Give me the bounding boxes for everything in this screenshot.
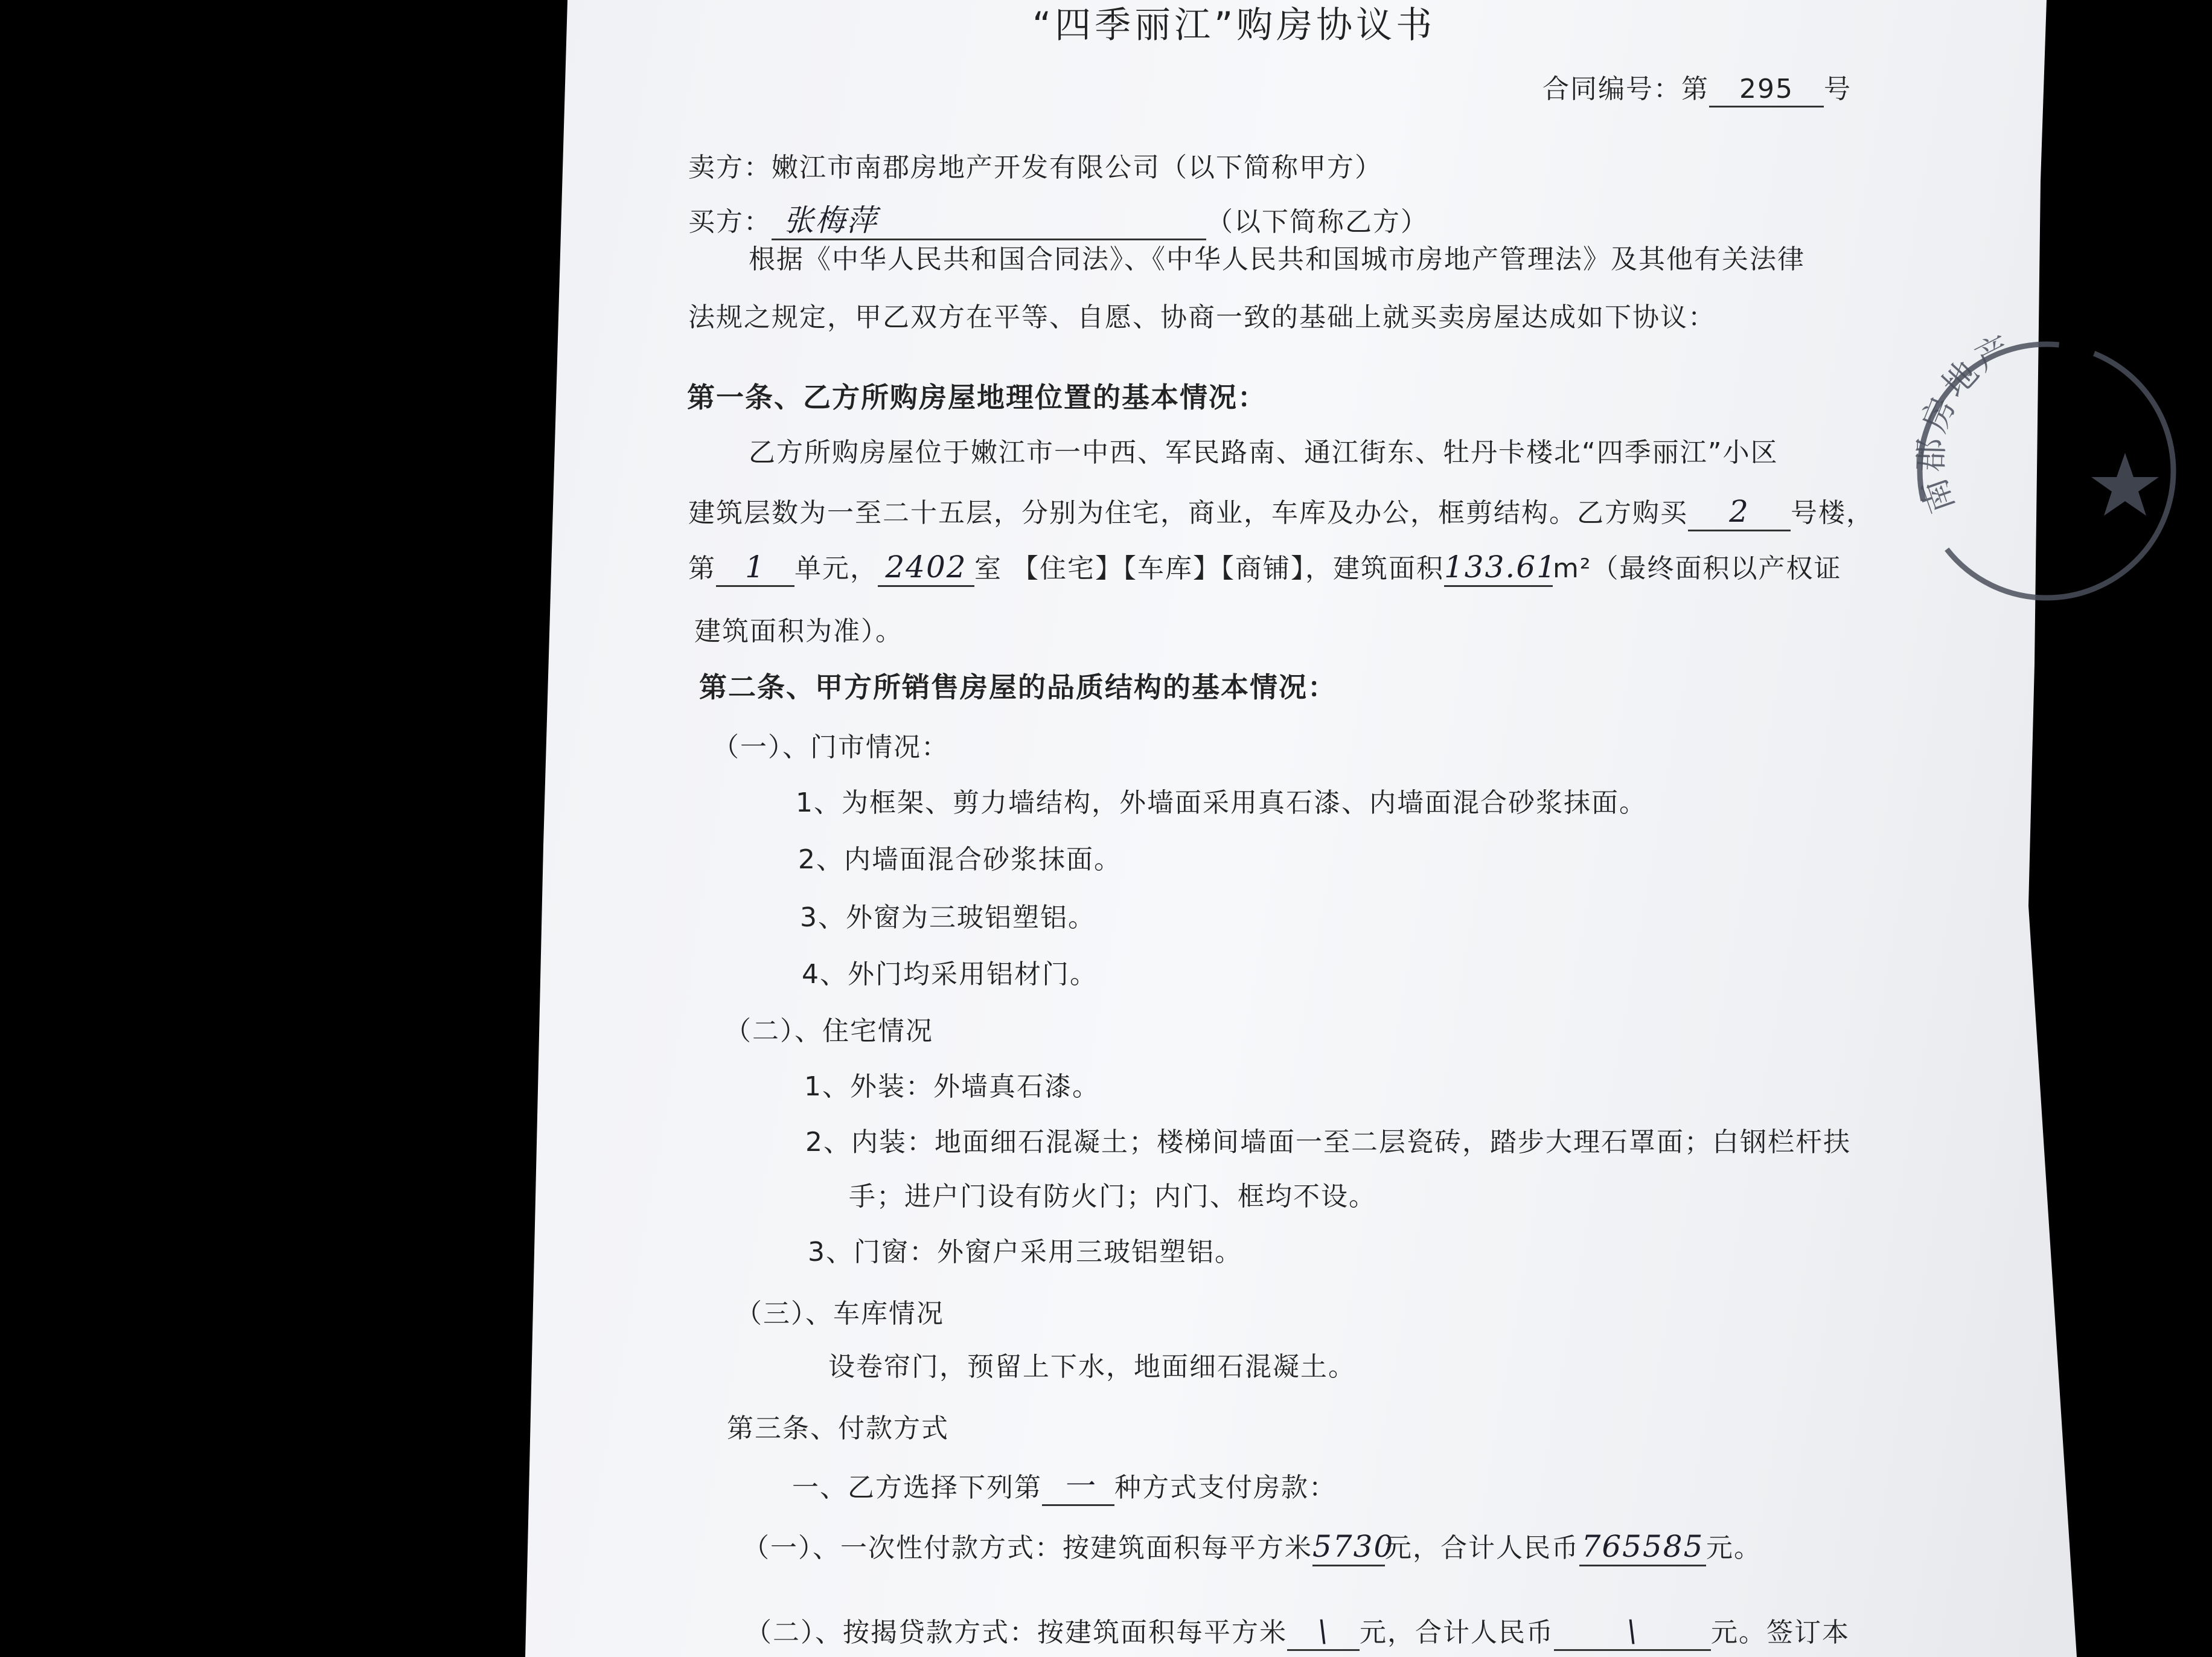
section-2-item-2b: 手；进户门设有防火门；内门、框均不设。 bbox=[849, 1181, 1376, 1212]
section-2-item-2a: 2、内装：地面细石混凝土；楼梯间墙面一至二层瓷砖，踏步大理石罩面；白钢栏杆扶 bbox=[805, 1127, 1851, 1158]
price-per-sqm: 5730 bbox=[1312, 1529, 1395, 1564]
article-1-line-1: 乙方所购房屋位于嫩江市一中西、军民路南、通江街东、牡丹卡楼北“四季丽江”小区 bbox=[749, 437, 1779, 468]
article-1-line-2: 建筑层数为一至二十五层，分别为住宅，商业，车库及办公，框剪结构。乙方购买 2 号楼， bbox=[688, 495, 1874, 531]
article-3-title: 第三条、付款方式 bbox=[727, 1413, 949, 1444]
payment-option-2: （二）、按揭贷款方式：按建筑面积每平方米 \ 元，合计人民币 \ 元。签订本 bbox=[745, 1615, 1850, 1651]
room-number-field bbox=[878, 551, 974, 587]
total-price-field bbox=[1579, 1530, 1706, 1566]
building-number: 2 bbox=[1729, 494, 1750, 529]
contract-number-row bbox=[1542, 71, 1852, 107]
loan-price: \ bbox=[1317, 1614, 1329, 1649]
room-number: 2402 bbox=[885, 550, 967, 585]
buyer-label: 买方： bbox=[688, 207, 772, 237]
section-1-title: （一）、门市情况： bbox=[712, 732, 949, 763]
payment-choice-row: 一、乙方选择下列第 一 种方式支付房款： bbox=[792, 1470, 1337, 1506]
section-2-item-1: 1、外装：外墙真石漆。 bbox=[804, 1071, 1100, 1102]
contract-number-label: 合同编号：第 bbox=[1542, 74, 1709, 104]
section-3-item: 设卷帘门，预留上下水，地面细石混凝土。 bbox=[828, 1351, 1356, 1382]
section-3-title: （三）、车库情况 bbox=[735, 1298, 944, 1329]
article-1-line-4: 建筑面积为准）。 bbox=[694, 616, 903, 647]
document-title: “四季丽江”购房协议书 bbox=[1032, 4, 1436, 46]
loan-total-field bbox=[1554, 1615, 1711, 1651]
section-2-title: （二）、住宅情况 bbox=[724, 1016, 933, 1046]
seller-label: 卖方： bbox=[688, 152, 772, 183]
total-price: 765585 bbox=[1581, 1529, 1704, 1564]
building-number-field bbox=[1688, 495, 1791, 531]
stamp-star-icon bbox=[2091, 453, 2159, 516]
stamp-text: 南郡房地产 bbox=[1911, 327, 2021, 518]
section-2-item-3: 3、门窗：外窗户采用三玻铝塑铝。 bbox=[808, 1237, 1242, 1268]
loan-price-field bbox=[1287, 1615, 1360, 1651]
buyer-suffix: （以下简称乙方） bbox=[1206, 207, 1428, 237]
loan-total: \ bbox=[1626, 1614, 1638, 1649]
article-1-title: 第一条、乙方所购房屋地理位置的基本情况： bbox=[687, 381, 1267, 414]
seller-name: 嫩江市南郡房地产开发有限公司（以下简称甲方） bbox=[772, 152, 1382, 183]
area-field bbox=[1444, 550, 1557, 587]
buyer-name-field bbox=[772, 204, 1206, 240]
payment-option-1: （一）、一次性付款方式：按建筑面积每平方米5730元，合计人民币765585元。 bbox=[743, 1530, 1762, 1566]
unit-number-field bbox=[716, 551, 794, 587]
contract-number-value: 295 bbox=[1709, 73, 1824, 107]
contract-number-suffix: 号 bbox=[1824, 74, 1852, 104]
buyer-row bbox=[688, 204, 1428, 240]
company-seal-stamp bbox=[1902, 326, 2191, 616]
section-1-item-1: 1、为框架、剪力墙结构，外墙面采用真石漆、内墙面混合砂浆抹面。 bbox=[796, 787, 1647, 818]
payment-choice-field bbox=[1042, 1470, 1114, 1506]
preamble-line-2: 法规之规定，甲乙双方在平等、自愿、协商一致的基础上就买卖房屋达成如下协议： bbox=[688, 302, 1716, 333]
buyer-name-handwritten: 张梅萍 bbox=[784, 203, 878, 238]
seller-row bbox=[688, 150, 1382, 186]
article-1-line-3: 第 1 单元， 2402 室 【住宅】【车库】【商铺】，建筑面积133.61m²（最终面积以产权证 bbox=[688, 551, 1842, 587]
price-per-sqm-field bbox=[1312, 1529, 1395, 1566]
section-1-item-4: 4、外门均采用铝材门。 bbox=[802, 959, 1098, 990]
section-1-item-2: 2、内墙面混合砂浆抹面。 bbox=[798, 844, 1122, 875]
article-2-title: 第二条、甲方所销售房屋的品质结构的基本情况： bbox=[699, 671, 1337, 704]
area-value: 133.61 bbox=[1444, 550, 1557, 585]
unit-number: 1 bbox=[745, 550, 766, 585]
preamble-line-1: 根据《中华人民共和国合同法》、《中华人民共和国城市房地产管理法》及其他有关法律 bbox=[749, 244, 1805, 275]
payment-choice: 一 bbox=[1063, 1469, 1094, 1504]
section-1-item-3: 3、外窗为三玻铝塑铝。 bbox=[800, 902, 1096, 933]
